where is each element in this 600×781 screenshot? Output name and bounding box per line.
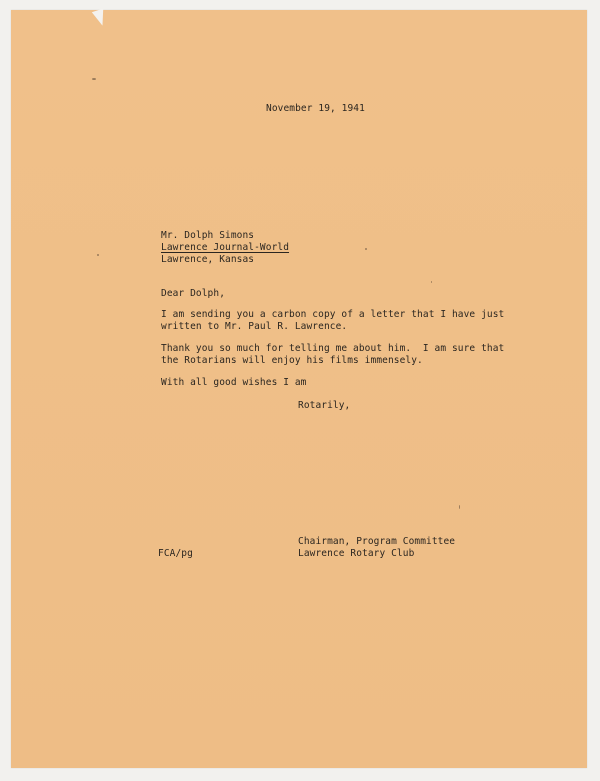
paper-speck [97, 254, 99, 256]
body-line-4: the Rotarians will enjoy his films immensely. [161, 355, 423, 366]
signature-title: Chairman, Program Committee [298, 536, 456, 547]
paper-speck [431, 281, 432, 283]
body-line-2: written to Mr. Paul R. Lawrence. [161, 321, 348, 332]
reference-initials: FCA/pg [158, 548, 193, 559]
recipient-organization: Lawrence Journal-World [161, 242, 290, 253]
closing: Rotarily, [298, 400, 351, 411]
paper-speck [92, 78, 96, 80]
body-line-1: I am sending you a carbon copy of a letter that I have just [161, 309, 505, 320]
recipient-location: Lawrence, Kansas [161, 254, 255, 265]
signature-org: Lawrence Rotary Club [298, 548, 415, 559]
letter-page [11, 10, 587, 768]
letter-date: November 19, 1941 [266, 103, 365, 114]
recipient-name: Mr. Dolph Simons [161, 230, 255, 241]
paper-speck [459, 505, 460, 509]
body-line-5: With all good wishes I am [161, 377, 307, 388]
body-line-3: Thank you so much for telling me about him. I am sure that [161, 343, 505, 354]
paper-speck [365, 248, 367, 250]
salutation: Dear Dolph, [161, 288, 226, 299]
